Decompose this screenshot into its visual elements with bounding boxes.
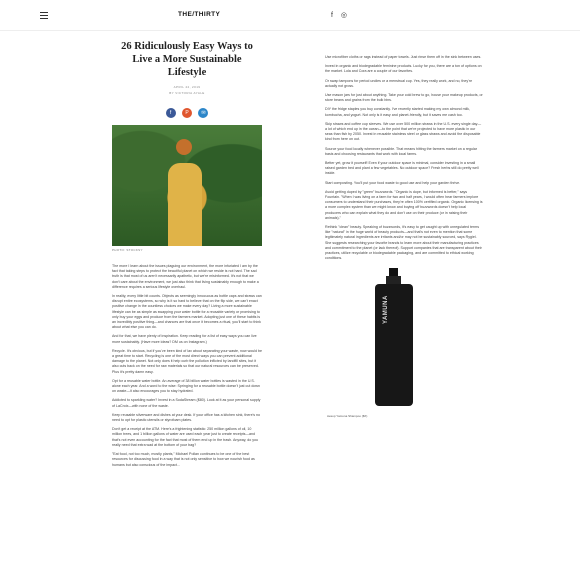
body-paragraph: DIY the fridge staples you buy constantly. I've recently started making my own almond milk, kombucha, and yogurt. Not only is it easy and planet-friendly, but it saves me cash too. — [325, 107, 470, 117]
article-author: BY VICTORIA AYALE — [169, 91, 205, 95]
article-title: 26 Ridiculously Easy Ways to Live a More Sustainable Lifestyle — [121, 41, 253, 78]
share-email-button[interactable]: ✉ — [198, 108, 208, 118]
body-paragraph: Recycle. It's obvious, but if you've been kind of lax about separating your waste, now would be a great time to start. Recycling is one of the most direct ways you can prevent additional damage to the planet. Not only does it help curb the pollution inflicted by landfill sites, but it also cuts back on the need for raw materials so that our natural resources can be preserved. Plus it's pretty damn easy. — [112, 348, 263, 374]
social-links — [331, 11, 353, 19]
body-paragraph: Use microfiber cloths or rags instead of paper towels. Just rinse them off in the sink between uses. — [325, 55, 482, 59]
article-body-right — [325, 55, 483, 262]
share-pinterest-button[interactable]: P — [182, 108, 192, 118]
body-paragraph: Rethink "clean" beauty. Speaking of buzzwords, it's easy to get caught up with unregulated terms like "natural" in the huge world of beauty products—and that's not even to mention that some legitimately natural ingredients are irritants and/or may not be sustainably sourced, says Rygiel. She suggests researching your favorite brands to learn more about their manufacturing practices and commitment to the planet (or lack thereof). Support companies that are transparent about their practices, utilize recyclable or biodegradable packaging, and are committed to ethical working conditions. — [325, 225, 482, 261]
product-brand-label: YAMUNA — [383, 294, 389, 324]
photo-caption: PHOTO: STOCKSY — [112, 248, 143, 252]
article-date: APRIL 22, 2019 — [173, 85, 201, 89]
site-logo[interactable]: THE/THIRTY — [178, 11, 221, 18]
body-paragraph: Start composting. You'll put your food waste to good use and help your garden thrive. — [325, 180, 461, 185]
body-paragraph: Avoid getting duped by "green" buzzwords. "Organic is dope, but informed is better," says Fountain. "When I was living on a farm for two and half years, I would often hear farmers implore consumers to understand their purchases, they're often 100% certified organic. Organic licensing is a more complex system than we might know and buying off buzzwords doesn't help local producers who can explain what they do and don't use on their produce (or in raising their animals)." — [325, 189, 483, 220]
body-paragraph: Source your food locally whenever possible. That means hitting the farmers market on a regular basis and choosing restaurants that work with local farms. — [325, 146, 477, 156]
hero-image — [112, 125, 262, 246]
facebook-icon[interactable]: f — [331, 12, 333, 19]
product-image[interactable] — [325, 268, 483, 410]
product-caption: Aesop Yamuna Shampoo ($X) — [327, 413, 368, 418]
body-paragraph: Skip straws and coffee cup sleeves. We use over 500 million straws in the U.S. every single day—a lot of which end up in the ocean—to the point that we're projected to have more plastic in our seas than fish by 2050. Invest in reusable stainless steel or glass straws and avoid the disposable kind from here on out. — [325, 121, 482, 142]
woman-figure — [168, 139, 202, 246]
body-paragraph: The more I learn about the issues plaguing our environment, the more infuriated I am by the fact that taking steps to protect the beautiful planet on which we reside is not hard. The sad truth is that most of us aren't necessarily apathetic, but we're misinformed. It's not that we don't care about the environment, we just also think that living sustainably enough to make a difference requires a serious lifestyle overhaul. — [112, 264, 259, 289]
body-paragraph: Or swap tampons for period undies or a menstrual cup. Yes, they really work, and no, they're actually not gross. — [325, 78, 473, 88]
body-paragraph: Addicted to sparkling water? Invest in a SodaStream ($80). Look at it as your personal supply of LaCroix—with none of the waste. — [112, 398, 261, 408]
body-paragraph: Opt for a reusable water bottle. An average of 38 billion water bottles is wasted in the U.S. alone each year. And a word to the wise: Springing for a reusable bottle doesn't just cut down on waste—it also encourages you to stay hydrated. — [112, 378, 260, 394]
article-body-left — [112, 264, 262, 468]
body-paragraph: And for that, we have plenty of inspiration. Keep reading for a list of easy ways you can live more sustainably. (Have more ideas? DM us on Instagram.) — [112, 334, 257, 344]
body-paragraph: In reality, every little bit counts. Objects as seemingly innocuous as bottle caps and straws can disrupt entire ecosystems, so why is it so hard to believe that on the flip side, we can't enact positive change in the countless choices we make every day? Living a more sustainable lifestyle can be as simple as swapping your water bottle for a reusable variety or promising to only buy your eggs and produce from the farmers market. Adopting just one of these habits is an incredibly positive thing—and chances are that once it becomes a ritual, you'll start to think about what else you can do. — [112, 294, 262, 330]
article-right-column — [325, 55, 483, 418]
menu-icon[interactable] — [40, 12, 48, 21]
share-buttons — [112, 101, 262, 119]
body-paragraph: Use mason jars for just about anything. Take your cold brew to go, house your makeup products, or store beans and grains from the bulk bins. — [325, 93, 483, 103]
shampoo-bottle — [375, 268, 413, 406]
share-facebook-button[interactable]: f — [166, 108, 176, 118]
body-paragraph: "Eat food, not too much, mostly plants," Michael Pollan continues to be one of the best resources for discussing food in a way that is not only sensitive to how we nourish food as humans but also conscious of the impact... — [112, 452, 255, 467]
body-paragraph: Invest in organic and biodegradable feminine products. Lucky for you, there are a ton of options on the market. Lola and Cora are a couple of our favorites. — [325, 64, 482, 74]
instagram-icon[interactable]: ◎ — [340, 12, 348, 19]
article-left-column — [112, 40, 262, 472]
body-paragraph: Don't get a receipt at the ATM. Here's a frightening statistic: 250 million gallons of oil, 10 million trees, and 1 billion gallons of water are used each year just to create receipts—and that's not even accounting for the fact that most of them end up in the trash. Anyway, do you really need that extra wad at the bottom of your bag? — [112, 427, 259, 447]
body-paragraph: Keep reusable silverware and dishes at your desk. If your office has a kitchen sink, there's no need to opt for plastic utensils or styrofoam plates. — [112, 412, 261, 423]
top-nav — [0, 0, 580, 31]
body-paragraph: Better yet, grow it yourself! Even if your outdoor space is minimal, consider investing in a small raised garden bed and plant a few vegetables. No outdoor space? Fresh herbs still do pretty well inside. — [325, 161, 479, 176]
